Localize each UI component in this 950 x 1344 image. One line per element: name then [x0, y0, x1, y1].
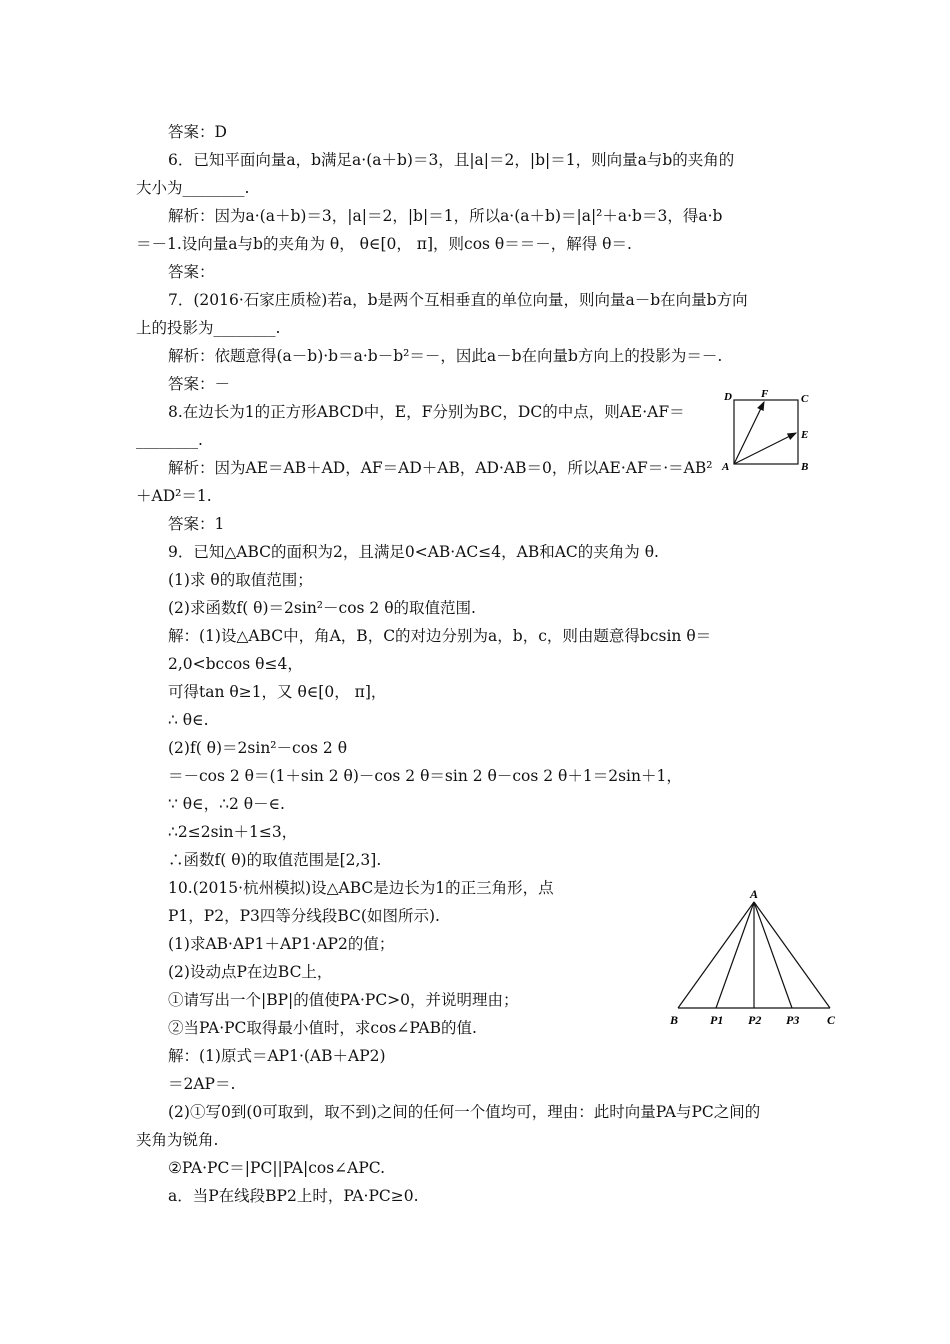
label-a: A — [750, 887, 759, 901]
square-outline — [734, 400, 798, 464]
label-d: D — [724, 391, 732, 403]
side-ac — [754, 902, 830, 1008]
problem-7: 7．(2016·石家庄质检)若a，b是两个互相垂直的单位向量，则向量a－b在向量b方向 — [168, 291, 748, 309]
label-f: F — [761, 388, 769, 400]
text-line: ②当PA·PC取得最小值时，求cos∠PAB的值. — [168, 1019, 477, 1037]
text-line: (2)求函数f( θ)＝2sin²－cos 2 θ的取值范围. — [168, 599, 476, 617]
text-line: 上的投影为________. — [136, 319, 281, 337]
solution-text: 解：(1)设△ABC中，角A，B，C的对边分别为a，b，c，则由题意得bcsin θ＝ — [168, 627, 712, 645]
vector-af — [734, 402, 764, 464]
label-p1: P1 — [710, 1013, 724, 1027]
solution-text: 解析：因为AE＝AB＋AD，AF＝AD＋AB，AD·AB＝0，所以AE·AF＝·＝AB² — [168, 459, 713, 477]
text-line: 夹角为锐角. — [136, 1131, 219, 1149]
solution-text: 解：(1)原式＝AP1·(AB＋AP2) — [168, 1047, 386, 1065]
text-line: ①请写出一个|BP|的值使PA·PC>0，并说明理由； — [168, 991, 519, 1009]
text-line: 答案：D — [168, 123, 227, 141]
text-line: ∴2≤2sin＋1≤3， — [168, 823, 298, 841]
problem-10: 10.(2015·杭州模拟)设△ABC是边长为1的正三角形，点 — [168, 879, 554, 897]
text-line: ②PA·PC＝|PC||PA|cos∠APC. — [168, 1159, 386, 1177]
label-c: C — [827, 1013, 836, 1027]
text-line: 大小为________. — [136, 179, 250, 197]
text-line: ________. — [136, 431, 203, 449]
side-ab — [678, 902, 754, 1008]
label-p2: P2 — [748, 1013, 762, 1027]
triangle-abc-figure — [662, 886, 846, 1032]
text-line: ＝－1.设向量a与b的夹角为 θ， θ∈[0， π]，则cos θ＝＝－，解得 θ＝. — [136, 235, 632, 253]
label-b: B — [670, 1013, 679, 1027]
label-b: B — [801, 461, 809, 473]
text-line: (1)求 θ的取值范围； — [168, 571, 313, 589]
text-line: a．当P在线段BP2上时，PA·PC≥0. — [168, 1187, 419, 1205]
text-line: (2)f( θ)＝2sin²－cos 2 θ — [168, 739, 348, 757]
text-line: (2)设动点P在边BC上， — [168, 963, 333, 981]
text-line: ∵ θ∈，∴2 θ－∈. — [168, 795, 285, 813]
problem-8: 8.在边长为1的正方形ABCD中，E，F分别为BC，DC的中点，则AE·AF＝ — [168, 403, 685, 421]
label-a: A — [722, 461, 730, 473]
square-abcd-figure — [718, 386, 818, 476]
problem-6: 6．已知平面向量a，b满足a·(a＋b)＝3，且|a|＝2，|b|＝1，则向量a与b的夹角的 — [168, 151, 735, 169]
label-p3: P3 — [786, 1013, 800, 1027]
segment-ap1 — [716, 902, 754, 1008]
text-line: ∴ θ∈. — [168, 711, 209, 729]
text-line: ＝－cos 2 θ＝(1＋sin 2 θ)－cos 2 θ＝sin 2 θ－cos 2 θ＋1＝2sin＋1， — [168, 767, 682, 785]
solution-text: (2)①写0到(0可取到，取不到)之间的任何一个值均可，理由：此时向量PA与PC之间的 — [168, 1103, 761, 1121]
text-line: 2,0<bccos θ≤4， — [168, 655, 303, 673]
text-line: ＝2AP＝. — [168, 1075, 236, 1093]
text-line: 可得tan θ≥1，又 θ∈[0， π]， — [168, 683, 387, 701]
solution-text: 解析：依题意得(a－b)·b＝a·b－b²＝－，因此a－b在向量b方向上的投影为＝－. — [168, 347, 723, 365]
answer-line: 答案：1 — [168, 515, 225, 533]
segment-ap3 — [754, 902, 792, 1008]
label-c: C — [801, 393, 809, 405]
text-line: (1)求AB·AP1＋AP1·AP2的值； — [168, 935, 395, 953]
text-line: P1，P2，P3四等分线段BC(如图所示). — [168, 907, 440, 925]
text-line: ＋AD²＝1. — [136, 487, 212, 505]
label-e: E — [801, 429, 809, 441]
text-line: ∴函数f( θ)的取值范围是[2,3]. — [168, 851, 382, 869]
answer-line: 答案：－ — [168, 375, 231, 393]
answer-line: 答案： — [168, 263, 215, 281]
solution-text: 解析：因为a·(a＋b)＝3，|a|＝2，|b|＝1，所以a·(a＋b)＝|a|²＋a·b＝3，得a·b — [168, 207, 723, 225]
vector-ae — [734, 433, 796, 464]
problem-9: 9．已知△ABC的面积为2，且满足0<AB·AC≤4，AB和AC的夹角为 θ. — [168, 543, 659, 561]
